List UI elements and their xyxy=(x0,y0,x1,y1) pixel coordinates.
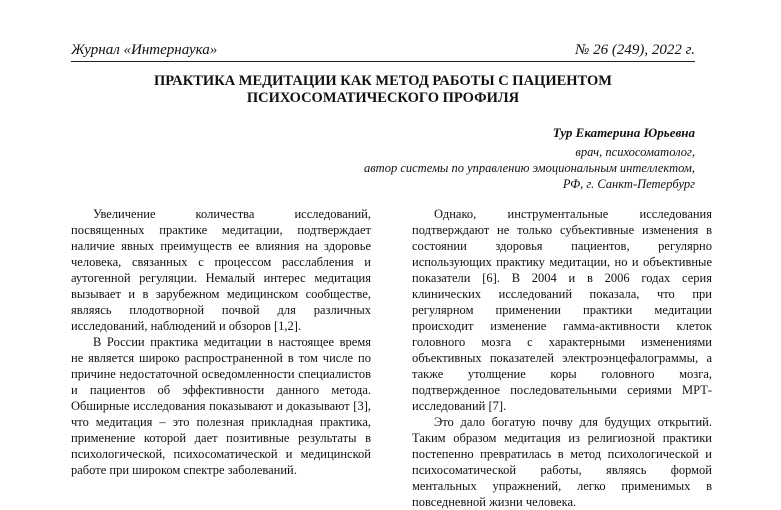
paragraph: Это дало богатую почву для будущих открытий. Таким образом медитация из религиозной практики постепенно превратилась в метод психологической и психосоматической работы, являясь формой ментальных упражнений, легко применимых в повседневной жизни человека. xyxy=(412,415,712,509)
paragraph: Однако, инструментальные исследования подтверждают не только субъективные изменения в состоянии здоровья пациентов, регулярно использующих практику медитации, но и объективные показатели [6]. В 2004 и в 2006 годах серия клинических исследований показала, что при регулярном применении практики медитации происходит изменение гамма-активности клеток головного мозга с характерными изменениями объективных показателей электроэнцефалограммы, а также утолщение коры головного мозга, подтвержденное последовательными сериями МРТ-исследований [7]. xyxy=(412,207,712,413)
author-affiliation-1: врач, психосоматолог, xyxy=(575,145,695,159)
paragraph: Увеличение количества исследований, посвященных практике медитации, подтверждает наличие явных преимуществ ее влияния на здоровье человека, связанных с процессом расслабления и аутогенной регуляции. Немалый интерес медитация вызывает и в зарубежном медицинском сообществе, являясь плодотворной почвой для различных исследований, наблюдений и обзоров [1,2]. xyxy=(71,207,371,333)
paragraph: В России практика медитации в настоящее время не является широко распространенной в том числе по причине недостаточной осведомленности специалистов и пациентов об эффективности данного метода. Обширные исследования показывают и доказывают [3], что медитация – это полезная прикладная практика, применение которой дает позитивные результаты в психологической, психосоматической и медицинской работе при широком спектре заболеваний. xyxy=(71,335,371,477)
author-name: Тур Екатерина Юрьевна xyxy=(552,125,695,140)
title-line-2: ПСИХОСОМАТИЧЕСКОГО ПРОФИЛЯ xyxy=(246,90,520,106)
article-title xyxy=(71,73,695,107)
issue-number: № 26 (249), 2022 г. xyxy=(575,42,695,58)
right-column xyxy=(412,206,712,510)
left-column xyxy=(71,206,371,478)
journal-name: Журнал «Интернаука» xyxy=(71,42,218,58)
author-location: РФ, г. Санкт-Петербург xyxy=(562,177,695,191)
title-line-1: ПРАКТИКА МЕДИТАЦИИ КАК МЕТОД РАБОТЫ С ПАЦИЕНТОМ xyxy=(153,73,612,89)
author-block xyxy=(364,125,695,192)
author-affiliation-2: автор системы по управлению эмоциональным интеллектом, xyxy=(364,161,695,175)
header-divider xyxy=(71,61,695,62)
